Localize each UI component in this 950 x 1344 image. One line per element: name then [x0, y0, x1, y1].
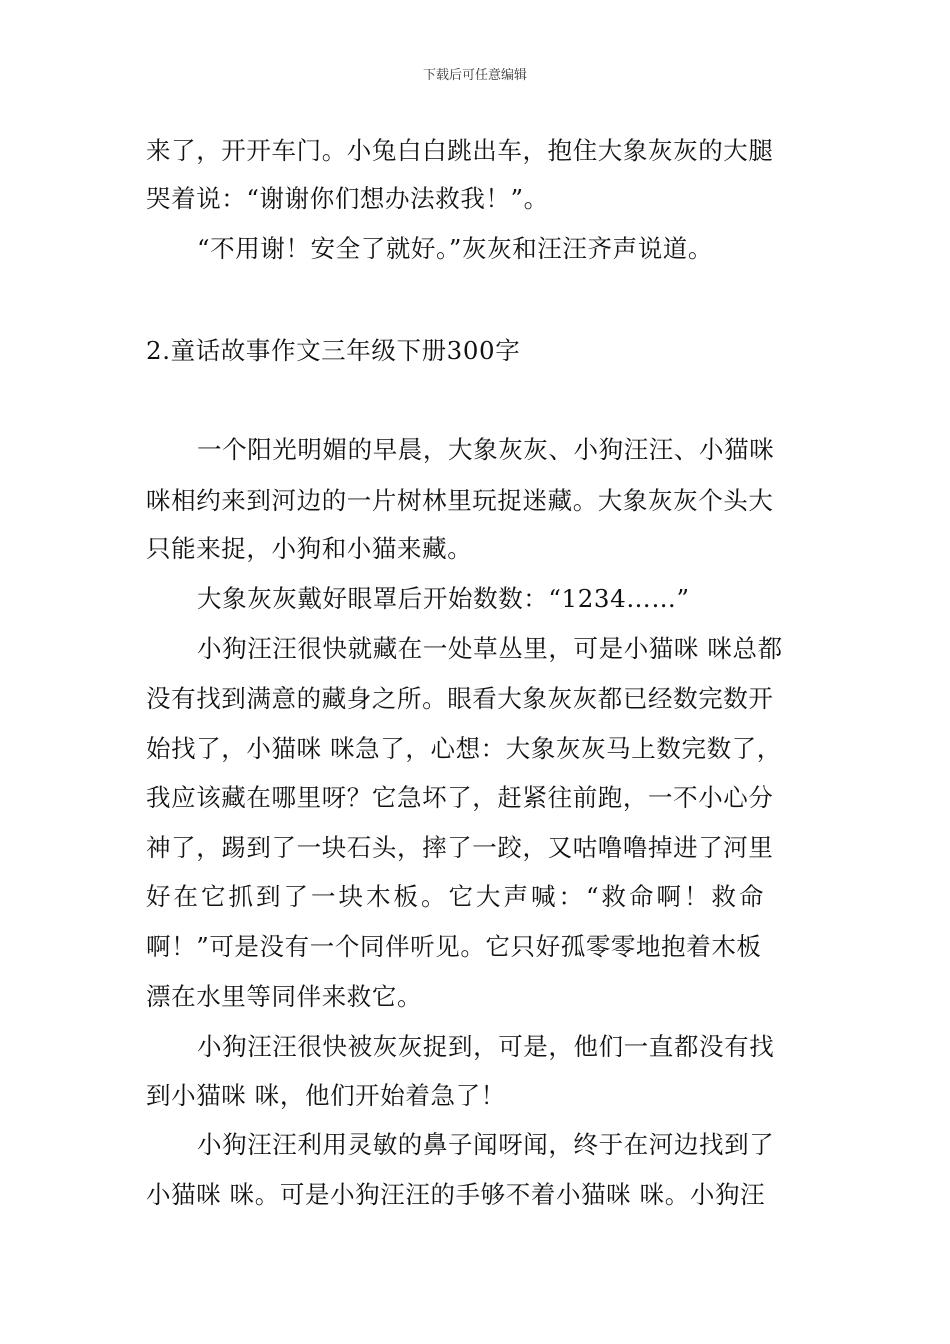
text-line: 小狗汪汪很快被灰灰捉到，可是，他们一直都没有找	[197, 1032, 775, 1061]
section-heading: 2.童话故事作文三年级下册300字	[146, 336, 521, 365]
text-line: 好在它抓到了一块木板。它大声喊：“救命啊！救命	[146, 882, 767, 911]
text-line: 哭着说：“谢谢你们想办法救我！”。	[146, 184, 549, 213]
text-line: 到小猫咪 咪，他们开始着急了！	[146, 1081, 506, 1110]
text-line: 只能来捉，小狗和小猫来藏。	[146, 534, 473, 563]
text-line: 啊！”可是没有一个同伴听见。它只好孤零零地抱着木板	[146, 932, 762, 961]
page-header: 下载后可任意编辑	[422, 68, 527, 83]
text-line: 没有找到满意的藏身之所。眼看大象灰灰都已经数完数开	[146, 684, 774, 713]
text-line: 来了，开开车门。小兔白白跳出车，抱住大象灰灰的大腿	[146, 136, 774, 165]
text-line: 神了，踢到了一块石头，摔了一跤，又咕噜噜掉进了河里	[146, 833, 774, 862]
text-line: 始找了，小猫咪 咪急了，心想：大象灰灰马上数完数了，	[146, 734, 782, 763]
text-line: 小狗汪汪利用灵敏的鼻子闻呀闻，终于在河边找到了	[197, 1130, 775, 1159]
text-line: “不用谢！安全了就好。”灰灰和汪汪齐声说道。	[197, 234, 713, 263]
text-line: 大象灰灰戴好眼罩后开始数数：“1234……”	[197, 584, 690, 613]
text-line: 小狗汪汪很快就藏在一处草丛里，可是小猫咪 咪总都	[197, 634, 783, 663]
text-line: 我应该藏在哪里呀？它急坏了，赶紧往前跑，一不小心分	[146, 783, 774, 812]
text-line: 小猫咪 咪。可是小狗汪汪的手够不着小猫咪 咪。小狗汪	[146, 1180, 766, 1209]
text-line: 漂在水里等同伴来救它。	[146, 982, 423, 1011]
text-line: 咪相约来到河边的一片树林里玩捉迷藏。大象灰灰个头大	[146, 486, 774, 515]
text-line: 一个阳光明媚的早晨，大象灰灰、小狗汪汪、小猫咪	[197, 435, 775, 464]
